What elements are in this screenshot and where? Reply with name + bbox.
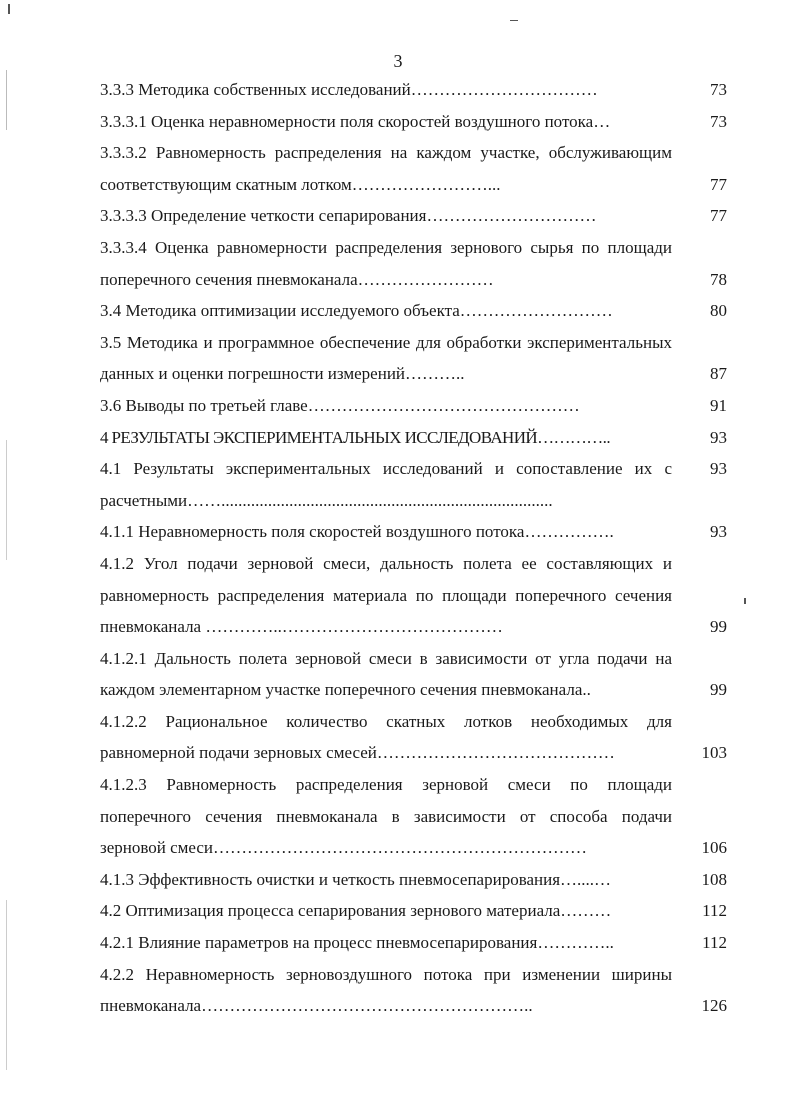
toc-entry-page: 99 [710, 617, 727, 637]
toc-entry-title: 3.3.3.3 Определение четкости сепарирования………………………… [100, 206, 597, 226]
toc-entry-page: 112 [702, 933, 727, 953]
toc-entry-title: 4.2 Оптимизация процесса сепарирования зернового материала……… [100, 901, 612, 921]
table-of-contents [100, 74, 740, 1022]
toc-entry-4-1-2-3[interactable] [100, 769, 740, 864]
toc-entry-title: 3.3.3.4 Оценка равномерности распределения зернового сырья по площади поперечного сечения пневмоканала…………………… [100, 237, 672, 289]
toc-entry-3-3-3-2[interactable] [100, 137, 740, 200]
toc-entry-page: 112 [702, 901, 727, 921]
scan-speck [6, 70, 7, 130]
toc-entry-title: 3.4 Методика оптимизации исследуемого объекта……………………… [100, 301, 613, 321]
toc-entry-4-1-2-2[interactable] [100, 706, 740, 769]
toc-entry-4-2[interactable] [100, 895, 740, 927]
toc-entry-title: 3.6 Выводы по третьей главе………………………………………… [100, 395, 580, 415]
toc-entry-4-1[interactable] [100, 453, 740, 516]
page-number: 3 [393, 51, 403, 71]
toc-entry-page: 93 [710, 522, 727, 542]
toc-entry-title: 4.2.2 Неравномерность зерновоздушного потока при изменении ширины пневмоканала………………………………………………….. [100, 964, 672, 1016]
toc-entry-page: 73 [710, 80, 727, 99]
toc-entry-page: 103 [701, 743, 727, 763]
toc-entry-3-3-3-1[interactable] [100, 106, 740, 138]
toc-entry-title: 3.3.3.1 Оценка неравномерности поля скоростей воздушного потока… [100, 111, 611, 131]
toc-entry-title: 4 РЕЗУЛЬТАТЫ ЭКСПЕРИМЕНТАЛЬНЫХ ИССЛЕДОВАНИЙ………….. [100, 427, 610, 447]
toc-entry-page: 106 [701, 838, 727, 858]
scan-speck [744, 598, 746, 604]
toc-entry-title: 4.1.2 Угол подачи зерновой смеси, дальность полета ее составляющих и равномерность распределения материала по площади поперечного сечения пневмоканала …………..………………………………… [100, 553, 672, 637]
toc-entry-4-1-1[interactable] [100, 516, 740, 548]
toc-entry-title: 3.5 Методика и программное обеспечение для обработки экспериментальных данных и оценки погрешности измерений……….. [100, 332, 672, 384]
toc-entry-page: 93 [710, 427, 727, 447]
toc-entry-page: 93 [710, 459, 727, 479]
toc-entry-page: 99 [710, 680, 727, 700]
toc-entry-3-6[interactable] [100, 390, 740, 422]
toc-entry-3-3-3[interactable] [100, 74, 740, 106]
toc-entry-title: 4.1.2.3 Равномерность распределения зерновой смеси по площади поперечного сечения пневмоканала в зависимости от способа подачи зерновой смеси………………………………………………………… [100, 775, 672, 858]
toc-entry-4-1-2[interactable] [100, 548, 740, 643]
toc-entry-4-2-1[interactable] [100, 927, 740, 959]
toc-entry-page: 108 [701, 869, 727, 889]
toc-entry-3-4[interactable] [100, 295, 740, 327]
scan-speck [6, 440, 7, 560]
scan-speck [6, 900, 7, 1070]
toc-entry-chapter-4[interactable] [100, 422, 740, 454]
toc-entry-title: 4.1.1 Неравномерность поля скоростей воздушного потока……………. [100, 522, 614, 542]
scan-speck [8, 4, 10, 14]
toc-entry-page: 126 [701, 996, 727, 1016]
toc-entry-page: 73 [710, 111, 727, 131]
toc-entry-page: 77 [710, 206, 727, 226]
toc-entry-page: 80 [710, 301, 727, 321]
toc-entry-title: 4.1.3 Эффективность очистки и четкость пневмосепарирования…....… [100, 869, 612, 889]
toc-entry-page: 77 [710, 174, 727, 194]
toc-entry-title: 4.1.2.1 Дальность полета зерновой смеси в зависимости от угла подачи на каждом элементарном участке поперечного сечения пневмоканала.. [100, 648, 672, 700]
toc-entry-title: 4.2.1 Влияние параметров на процесс пневмосепарирования………….. [100, 933, 614, 953]
toc-entry-title: 3.3.3 Методика собственных исследований…………………………… [100, 80, 598, 99]
toc-entry-page: 91 [710, 395, 727, 415]
toc-entry-3-3-3-4[interactable] [100, 232, 740, 295]
toc-entry-page: 87 [710, 364, 727, 384]
toc-entry-4-1-3[interactable] [100, 864, 740, 896]
toc-entry-4-2-2[interactable] [100, 959, 740, 1022]
toc-entry-4-1-2-1[interactable] [100, 643, 740, 706]
toc-entry-3-5[interactable] [100, 327, 740, 390]
toc-entry-page: 78 [710, 269, 727, 289]
toc-entry-title: 4.1.2.2 Рациональное количество скатных лотков необходимых для равномерной подачи зерновых смесей…………………………………… [100, 711, 672, 763]
toc-entry-title: 4.1 Результаты экспериментальных исследований и сопоставление их с расчетными…….............................................................................. [100, 459, 672, 510]
scan-speck [510, 20, 518, 21]
toc-entry-title: 3.3.3.2 Равномерность распределения на каждом участке, обслуживающим соответствующим скатным лотком……………………... [100, 143, 672, 194]
toc-entry-3-3-3-3[interactable] [100, 200, 740, 232]
